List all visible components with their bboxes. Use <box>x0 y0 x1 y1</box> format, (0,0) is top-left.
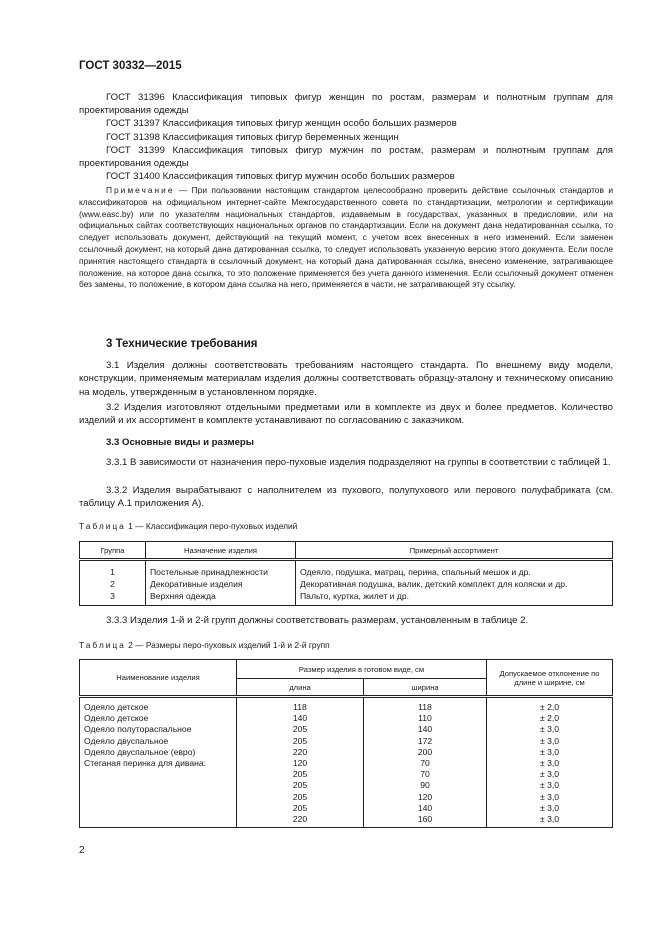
table-cell: 205 <box>237 769 364 780</box>
table-cell: Одеяло детское <box>80 713 237 724</box>
table-cell: 70 <box>364 769 487 780</box>
table-row <box>80 780 613 791</box>
table-cell: Стеганая перинка для дивана: <box>80 758 237 769</box>
table-cell: 90 <box>364 780 487 791</box>
table-row <box>80 747 613 758</box>
table2-header-length: длина <box>237 679 364 697</box>
table-cell: ± 3,0 <box>487 736 613 747</box>
table2-header-width: ширина <box>364 679 487 697</box>
table1-caption-text: 1 — Классификация перо-пуховых изделий <box>125 521 298 531</box>
table-cell <box>80 769 237 780</box>
normative-references <box>79 91 613 183</box>
table-cell: ± 3,0 <box>487 814 613 828</box>
table-cell: 200 <box>364 747 487 758</box>
paragraph-3-2: 3.2 Изделия изготовляют отдельными предметами или в комплекте из двух и более предметов. Количество изделий и их ассортимент в комплекте устанавливают по согласованию с заказчиком. <box>79 402 613 427</box>
reference-item: ГОСТ 31399 Классификация типовых фигур мужчин по ростам, размерам и полнотным группам для проектирования одежды <box>79 144 613 170</box>
reference-item: ГОСТ 31398 Классификация типовых фигур беременных женщин <box>106 131 399 143</box>
table-row <box>80 578 613 590</box>
section-title: 3 Технические требования <box>106 338 258 350</box>
table-row <box>80 803 613 814</box>
table-cell: 220 <box>237 747 364 758</box>
table-cell: Одеяло полутораспальное <box>80 724 237 735</box>
table-cell: 220 <box>237 814 364 828</box>
paragraph-3-3-1: 3.3.1 В зависимости от назначения перо-пуховые изделия подразделяют на группы в соответствии с таблицей 1. <box>106 457 611 468</box>
table-row <box>80 769 613 780</box>
table-cell: 118 <box>364 697 487 714</box>
table-cell <box>80 792 237 803</box>
table-cell <box>80 803 237 814</box>
table1-caption <box>79 521 297 531</box>
references-note <box>79 185 613 291</box>
table-cell: 205 <box>237 724 364 735</box>
table-cell: ± 3,0 <box>487 780 613 791</box>
table-cell: 120 <box>364 792 487 803</box>
page-number: 2 <box>79 845 85 856</box>
table-cell: 1 <box>80 560 146 579</box>
table-cell: 118 <box>237 697 364 714</box>
table-cell: Верхняя одежда <box>146 590 296 606</box>
table1-header-purpose: Назначение изделия <box>146 542 296 560</box>
table-cell: Декоративная подушка, валик, детский комплект для коляски и др. <box>296 578 613 590</box>
table-cell: 205 <box>237 792 364 803</box>
table2-caption <box>79 640 330 650</box>
table1-header-assortment: Примерный ассортимент <box>296 542 613 560</box>
table-cell: ± 3,0 <box>487 769 613 780</box>
table2-header-name: Наименование изделия <box>80 660 237 697</box>
table-cell: ± 2,0 <box>487 713 613 724</box>
subsection-title: 3.3 Основные виды и размеры <box>106 437 254 448</box>
table-row <box>80 814 613 828</box>
reference-item: ГОСТ 31397 Классификация типовых фигур женщин особо больших размеров <box>106 118 457 130</box>
table-cell: Пальто, куртка, жилет и др. <box>296 590 613 606</box>
table-cell: Одеяло двуспальное (евро) <box>80 747 237 758</box>
table-row <box>80 697 613 714</box>
table-row <box>80 590 613 606</box>
table2-caption-text: 2 — Размеры перо-пуховых изделий 1-й и 2-й групп <box>125 640 330 650</box>
table-row <box>80 758 613 769</box>
table-cell: 140 <box>364 724 487 735</box>
reference-item: ГОСТ 31400 Классификация типовых фигур мужчин особо больших размеров <box>106 171 455 183</box>
table-cell: ± 3,0 <box>487 803 613 814</box>
table-cell: Декоративные изделия <box>146 578 296 590</box>
table1-header-group: Группа <box>80 542 146 560</box>
table-cell: 110 <box>364 713 487 724</box>
table-cell: ± 3,0 <box>487 792 613 803</box>
table-cell: Одеяло, подушка, матрац, перина, спальный мешок и др. <box>296 560 613 579</box>
reference-item: ГОСТ 31396 Классификация типовых фигур женщин по ростам, размерам и полнотным группам для проектирования одежды <box>79 92 613 117</box>
table2-header-tolerance: Допускаемое отклонение по длине и ширине, см <box>487 660 613 697</box>
table-cell: ± 3,0 <box>487 724 613 735</box>
note-lead: Примечание <box>106 185 175 195</box>
table-cell: 160 <box>364 814 487 828</box>
table-cell: 205 <box>237 803 364 814</box>
table2-header-row-1 <box>80 660 613 679</box>
table-cell: 172 <box>364 736 487 747</box>
table2-caption-lead: Таблица <box>79 640 126 650</box>
table-row <box>80 736 613 747</box>
table-cell <box>80 780 237 791</box>
table-cell: Одеяло двуспальное <box>80 736 237 747</box>
table-2 <box>79 659 613 828</box>
table-row <box>80 713 613 724</box>
table-cell: ± 2,0 <box>487 697 613 714</box>
table-1 <box>79 541 613 606</box>
table-cell: 70 <box>364 758 487 769</box>
table-cell: 140 <box>364 803 487 814</box>
table-cell: 2 <box>80 578 146 590</box>
table-cell: 205 <box>237 736 364 747</box>
table1-header-row <box>80 542 613 560</box>
table-cell: ± 3,0 <box>487 758 613 769</box>
paragraph-3-3-2: 3.3.2 Изделия вырабатывают с наполнителем из пухового, полупухового или перового полуфабриката (см. таблицу А.1 приложения А). <box>79 485 613 510</box>
note-text: — При пользовании настоящим стандартом целесообразно проверить действие ссылочных стандартов и классификаторов на официальном интернет-сайте Межгосударственного совета по стандартизации, метрологии и сертификации (www.easc.by) или по указателям национальных стандартов, издаваемым в государствах, указанных в предисловии, или на официальных сайтах соответствующих национальных органов по стандартизации. Если на документ дана недатированная ссылка, то следует использовать документ, действующий на текущий момент, с учетом всех внесенных в него изменений. Если заменен ссылочный документ, на который дана датированная ссылка, то следует использовать указанную версию этого документа. Если после принятия настоящего стандарта в ссылочный документ, на который дана датированная ссылка, внесено изменение, затрагивающее положение, на которое дана ссылка, то это положение применяется без учета данного изменения. Если ссылочный документ отменен без замены, то положение, в котором дана ссылка на него, применяется в части, не затрагивающей эту ссылку. <box>79 185 613 290</box>
table-cell: ± 3,0 <box>487 747 613 758</box>
table-cell: 140 <box>237 713 364 724</box>
table1-caption-lead: Таблица <box>79 521 126 531</box>
table-cell: Постельные принадлежности <box>146 560 296 579</box>
standard-header: ГОСТ 30332—2015 <box>79 60 182 72</box>
table-row <box>80 724 613 735</box>
table-row <box>80 792 613 803</box>
paragraph-3-1: 3.1 Изделия должны соответствовать требованиям настоящего стандарта. По внешнему виду модели, конструкции, применяемым материалам изделия должны соответствовать образцу-эталону и техническому описанию на модель, утвержденным в установленном порядке. <box>79 360 613 398</box>
table-row <box>80 560 613 579</box>
table-cell: 3 <box>80 590 146 606</box>
table-cell: Одеяло детское <box>80 697 237 714</box>
table-cell: 120 <box>237 758 364 769</box>
paragraph-3-3-3: 3.3.3 Изделия 1-й и 2-й групп должны соответствовать размерам, установленным в таблице 2. <box>106 615 529 626</box>
table-cell <box>80 814 237 828</box>
table2-header-size: Размер изделия в готовом виде, см <box>237 660 487 679</box>
table-cell: 205 <box>237 780 364 791</box>
